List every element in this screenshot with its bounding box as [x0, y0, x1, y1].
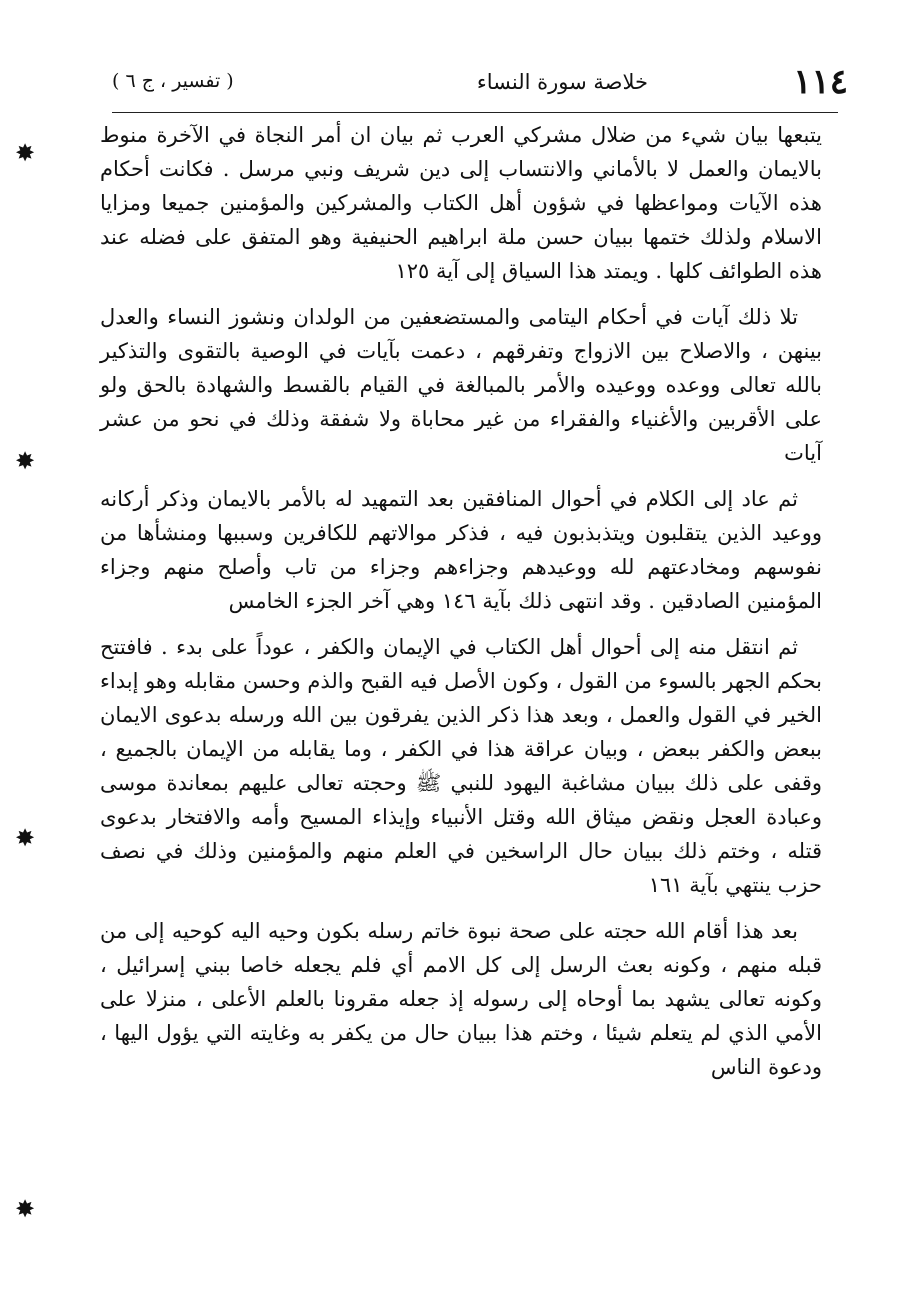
- page-header: [112, 62, 848, 114]
- paragraph: ثم انتقل منه إلى أحوال أهل الكتاب في الإيمان والكفر ، عوداً على بدء . فافتتح بحكم الجهر بالسوء من القول ، وكون الأصل فيه القبح والذم وحسن مقابله وهو إبداء الخير في القول والعمل ، وبعد هذا ذكر الذين يفرقون بين الله ورسله بدعوى الايمان ببعض والكفر ببعض ، وبيان عراقة هذا في الكفر ، وما يقابله من الإيمان بالجميع ، وقفى على ذلك ببيان مشاغبة اليهود للنبي ﷺ وحجته تعالى عليهم بمعاندة موسى وعبادة العجل ونقض ميثاق الله وقتل الأنبياء وإيذاء المسيح وأمه والافتخار بدعوى قتله ، وختم ذلك ببيان حال الراسخين في العلم منهم والمؤمنين وذلك في نصف حزب ينتهي بآية ١٦١: [100, 635, 822, 898]
- paragraph: تلا ذلك آيات في أحكام اليتامى والمستضعفين من الولدان ونشوز النساء والعدل بينهن ، والاصلاح بين الازواج وتفرقهم ، دعمت بآيات في الوصية بالتقوى والتذكير بالله تعالى ووعده ووعيده والأمر بالمبالغة في القيام بالقسط والشهادة بالحق ولو على الأقربين والأغنياء والفقراء من غير محاباة ولا شفقة وذلك في نحو من عشر آيات: [100, 305, 822, 466]
- asterisk-ornament-icon: ✸: [14, 447, 36, 475]
- paragraph: ثم عاد إلى الكلام في أحوال المنافقين بعد التمهيد له بالأمر بالايمان وذكر أركانه ووعيد الذين يتقلبون ويتذبذبون فيه ، فذكر موالاتهم للكافرين وسببها ومنشأها من نفوسهم ومخادعتهم لله ووعيدهم وجزاءهم وجزاء من تاب وأصلح منهم وجزاء المؤمنين الصادقين . وقد انتهى ذلك بآية ١٤٦ وهي آخر الجزء الخامس: [100, 487, 822, 614]
- page-number: ١١٤: [793, 62, 848, 102]
- running-title: خلاصة سورة النساء: [476, 70, 648, 94]
- body-text: [100, 118, 822, 1096]
- asterisk-ornament-icon: ✸: [14, 139, 36, 167]
- paragraph: يتبعها بيان شيء من ضلال مشركي العرب ثم بيان ان أمر النجاة في الآخرة منوط بالايمان والعمل لا بالأماني والانتساب إلى دين شريف ونبي مرسل . فكانت أحكام هذه الآيات ومواعظها في شؤون أهل الكتاب والمشركين والمؤمنين جميعا ومزايا الاسلام ولذلك ختمها ببيان حسن ملة ابراهيم الحنيفية وهو المتفق على فضله عند هذه الطوائف كلها . ويمتد هذا السياق إلى آية ١٢٥: [100, 123, 822, 284]
- asterisk-ornament-icon: ✸: [14, 824, 36, 852]
- asterisk-ornament-icon: ✸: [14, 1195, 36, 1223]
- paragraph: بعد هذا أقام الله حجته على صحة نبوة خاتم رسله بكون وحيه اليه كوحيه إلى من قبله منهم ، وكونه بعث الرسل إلى كل الامم أي فلم يجعله خاصا ببني إسرائيل ، وكونه تعالى يشهد بما أوحاه إلى رسوله إذ جعله مقرونا بالعلم الأعلى ، منزلا على الأمي الذي لم يتعلم شيئا ، وختم هذا ببيان حال من يكفر به وغايته التي يؤول اليها ، ودعوة الناس: [100, 919, 822, 1080]
- source-note: ( تفسير ، ج ٦ ): [112, 70, 234, 92]
- header-rule: [112, 112, 838, 113]
